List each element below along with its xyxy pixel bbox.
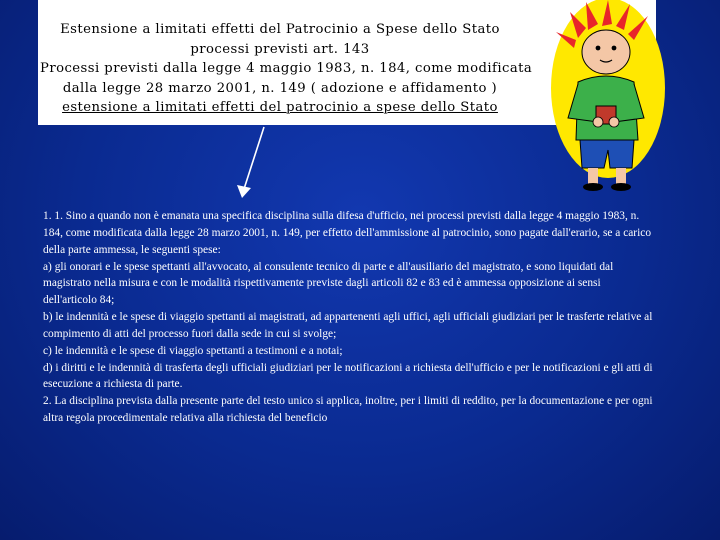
paragraph-a: a) gli onorari e le spese spettanti all'avvocato, al consulente tecnico di parte e all'ausiliario del magistrato, e sono liquidati dal magistrato nella misura e con le modalità rispettivamente previste dagli articoli 82 e 83 ed è ammessa opposizione ai sensi dell'articolo 84; [43,260,614,307]
title-line-3: Processi previsti dalla legge 4 maggio 1983, n. 184, come modificata [40,61,533,76]
paragraph-b: b) le indennità e le spese di viaggio spettanti ai magistrati, ad appartenenti agli uffici, agli ufficiali giudiziari per le trasferte relative al compimento di atti del processo fuori dalla sede in cui si svolge; [43,311,653,340]
paragraph-1: 1. 1. Sino a quando non è emanata una specifica disciplina sulla difesa d'ufficio, nei processi previsti dalla legge 4 maggio 1983, n. 184, come modificata dalla legge 28 marzo 2001, n. 149, per effetto dell'ammissione al patrocinio, sono pagate dall'erario, se a carico della parte ammessa, le seguenti spese: [43,210,652,256]
title-line-5: estensione a limitati effetti del patrocinio a spese dello Stato [62,100,498,115]
paragraph-2: 2. La disciplina prevista dalla presente parte del testo unico si applica, inoltre, per i limiti di reddito, per la documentazione e per ogni altra regola procedimentale relativa alla richiesta del beneficio [43,395,653,425]
cartoon-person-reading-icon [548,0,668,195]
paragraph-c: c) le indennità e le spese di viaggio spettanti a testimoni e a notai; [43,344,343,357]
arrow-down-icon [230,125,270,200]
title-line-4: dalla legge 28 marzo 2001, n. 149 ( adozione e affidamento ) [62,80,498,96]
slide-title [40,20,533,118]
paragraph-d: d) i diritti e le indennità di trasferta degli ufficiali giudiziari per le notificazioni a richiesta dell'ufficio e per le notificazioni e gli atti di esecuzione a richiesta di parte. [43,361,653,391]
title-line-2: processi previsti art. 143 [190,41,370,57]
article-body [43,208,653,427]
title-line-1: Estensione a limitati effetti del Patrocinio a Spese dello Stato [60,22,500,37]
